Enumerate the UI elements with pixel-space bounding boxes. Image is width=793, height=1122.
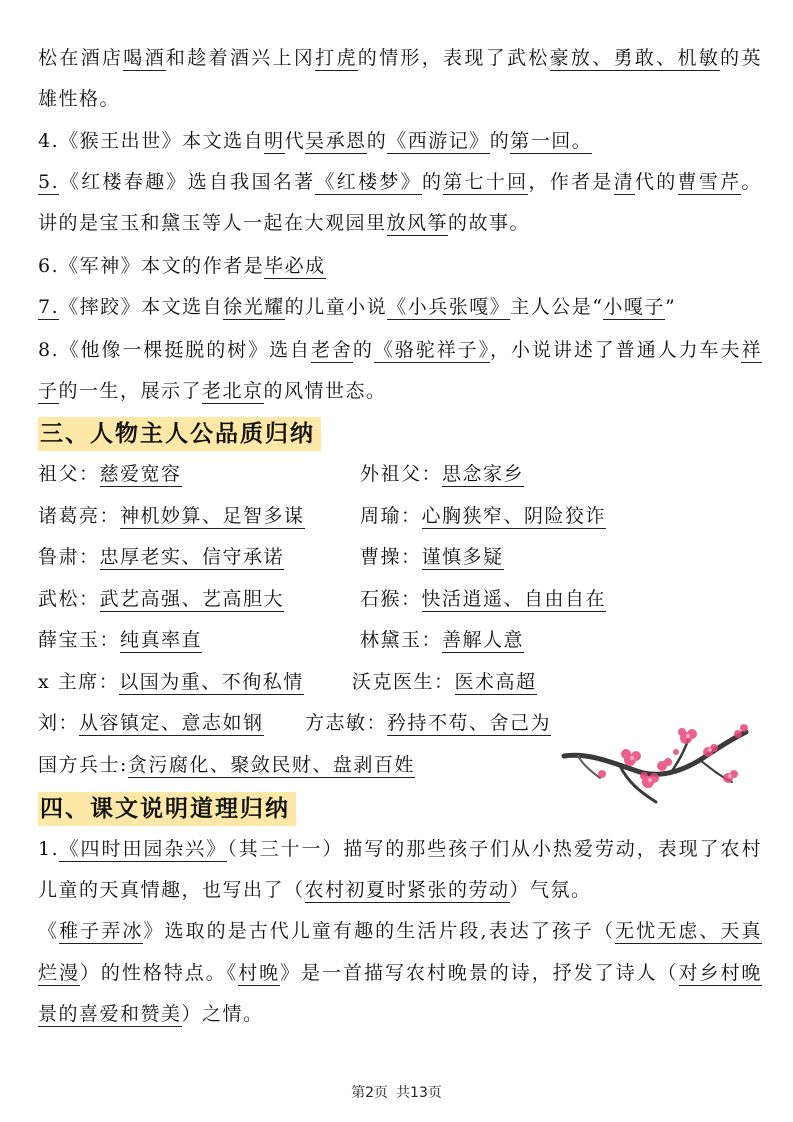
answer: 清 xyxy=(613,171,635,193)
character-name: x 主席： xyxy=(38,671,120,693)
text: ，作者是 xyxy=(528,171,614,193)
text: 8.《他像一棵挺脱的树》选自 xyxy=(38,339,311,361)
answer: 村晚 xyxy=(238,962,281,984)
answer: 《四时田园杂兴》 xyxy=(59,838,228,860)
text: 6.《军神》本文的作者是 xyxy=(38,255,265,277)
character-name: 诸葛亮： xyxy=(38,505,121,527)
explain-line xyxy=(38,958,762,988)
text: 《 xyxy=(38,920,60,942)
answer: 烂漫 xyxy=(38,962,80,984)
character-quality: 心胸狭窄、阴险狡诈 xyxy=(421,505,607,527)
explain-line xyxy=(38,875,762,905)
answer: 无忧无虑、天真 xyxy=(615,920,762,942)
answer: 农村初夏时紧张的劳动 xyxy=(304,879,510,901)
item-5 xyxy=(38,167,762,197)
character-quality: 谨慎多疑 xyxy=(421,546,504,568)
answer: 喝酒 xyxy=(123,47,166,69)
text: 松在酒店 xyxy=(38,47,124,69)
text: ）气氛。 xyxy=(509,879,592,901)
character-entry xyxy=(38,460,182,488)
answer: 稚子弄冰 xyxy=(59,920,144,942)
text: 讲的是宝玉和黛玉等人一起在大观园里 xyxy=(38,212,387,234)
character-quality: 从容镇定、意志如钢 xyxy=(79,712,264,734)
answer: 祥 xyxy=(741,339,762,361)
character-quality: 神机妙算、足智多谋 xyxy=(120,505,305,527)
text: 的 xyxy=(352,339,374,361)
answer: 明 xyxy=(264,130,285,152)
character-name: 曹操： xyxy=(360,546,422,568)
character-entry xyxy=(360,543,504,571)
text-line xyxy=(38,84,762,114)
text: 的儿童小说 xyxy=(284,296,388,318)
answer: 放风筝 xyxy=(386,212,449,234)
character-name: 刘： xyxy=(38,712,80,734)
character-entry xyxy=(305,709,551,737)
item-8-cont xyxy=(38,376,762,406)
text: ，小说讲述了普通人力车夫 xyxy=(490,339,742,361)
text: 1. xyxy=(38,838,60,860)
character-name: 外祖父： xyxy=(360,463,443,485)
character-quality: 忠厚老实、信守承诺 xyxy=(99,546,285,568)
text: 雄性格。 xyxy=(38,88,121,110)
character-name: 方志敏： xyxy=(305,712,388,734)
character-name: 国方兵士: xyxy=(38,754,128,776)
character-entry xyxy=(38,502,305,530)
text: 代的 xyxy=(634,171,678,193)
text: 代 xyxy=(284,130,306,152)
character-quality: 慈爱宽容 xyxy=(99,463,182,485)
character-entry xyxy=(38,709,264,737)
text: 的情形，表现了武松 xyxy=(357,47,550,69)
answer: 对乡村晚 xyxy=(678,962,762,984)
page-footer xyxy=(0,1082,793,1102)
answer: 打虎 xyxy=(315,47,358,69)
section-heading: 四、课文说明道理归纳 xyxy=(38,792,296,826)
text: 《摔跤》本文选自 xyxy=(59,296,224,318)
character-entry xyxy=(38,751,415,779)
character-entry xyxy=(38,668,304,696)
character-quality: 武艺高强、艺高胆大 xyxy=(99,588,285,610)
character-name: 鲁肃： xyxy=(38,546,100,568)
text: 。 xyxy=(741,171,762,193)
plum-blossom-branch-icon xyxy=(560,712,750,812)
explain-line xyxy=(38,999,762,1029)
text: 的 xyxy=(421,171,444,193)
page-total: 共13页 xyxy=(396,1085,442,1101)
character-entry xyxy=(360,460,524,488)
item-6 xyxy=(38,251,762,281)
section-heading: 三、人物主人公品质归纳 xyxy=(38,417,321,451)
answer: 吴承恩 xyxy=(305,130,367,152)
character-entry xyxy=(360,626,524,654)
character-name: 武松： xyxy=(38,588,100,610)
character-quality: 快活逍遥、自由自在 xyxy=(421,588,607,610)
explain-line xyxy=(38,834,762,864)
character-entry xyxy=(38,626,202,654)
text-line xyxy=(38,43,762,73)
character-entry xyxy=(38,543,284,571)
answer: 《西游记》 xyxy=(387,130,490,152)
text: 的一生，展示了 xyxy=(58,380,203,402)
character-entry xyxy=(38,585,284,613)
answer: 徐光耀 xyxy=(223,296,285,318)
text: （其三十一）描写的那些孩子们从小热爱劳动，表现了农村 xyxy=(227,838,762,860)
item-7 xyxy=(38,292,762,322)
character-quality: 矜持不苟、舍己为 xyxy=(387,712,552,734)
answer: 《骆驼祥子》 xyxy=(373,339,491,361)
character-entry xyxy=(360,585,606,613)
text: 主人公是“ xyxy=(510,296,604,318)
item-8 xyxy=(38,335,762,365)
text: 4.《猴王出世》本文选自 xyxy=(38,130,265,152)
explain-line xyxy=(38,916,762,946)
character-name: 沃克医生： xyxy=(352,671,455,693)
character-name: 林黛玉： xyxy=(360,629,443,651)
text: 的风情世态。 xyxy=(263,380,387,402)
text: 》是一首描写农村晚景的诗，抒发了诗人（ xyxy=(280,962,679,984)
text: 《红楼春趣》选自我国名著 xyxy=(59,171,316,193)
character-name: 薛宝玉： xyxy=(38,629,121,651)
answer: 小嘎子 xyxy=(603,296,665,318)
text: 的 xyxy=(366,130,388,152)
character-quality: 医术高超 xyxy=(454,671,537,693)
text: ” xyxy=(664,296,677,318)
item-4 xyxy=(38,126,762,156)
answer: 第一回。 xyxy=(510,130,593,152)
answer: 《红楼梦》 xyxy=(315,171,422,193)
text: 的英 xyxy=(720,47,762,69)
text: 儿童的天真情趣，也写出了（ xyxy=(38,879,305,901)
answer: 老舍 xyxy=(310,339,353,361)
answer: 景的喜爱和赞美 xyxy=(38,1003,182,1025)
text: ）之情。 xyxy=(181,1003,264,1025)
character-quality: 以国为重、不徇私情 xyxy=(119,671,304,693)
text: 》选取的是古代儿童有趣的生活片段,表达了孩子（ xyxy=(143,920,616,942)
answer: 7. xyxy=(38,296,60,318)
character-name: 祖父： xyxy=(38,463,100,485)
character-name: 石猴： xyxy=(360,588,422,610)
character-quality: 贪污腐化、聚敛民财、盘剥百姓 xyxy=(127,754,415,776)
text: 的 xyxy=(489,130,511,152)
answer: 子 xyxy=(38,380,59,402)
answer: 5. xyxy=(38,171,60,193)
answer: 豪放、勇敢、机敏 xyxy=(549,47,721,69)
page-number: 第2页 xyxy=(351,1085,389,1101)
answer: 《小兵张嘎》 xyxy=(387,296,511,318)
character-entry xyxy=(352,668,537,696)
answer: 曹雪芹 xyxy=(677,171,742,193)
item-5-cont xyxy=(38,208,762,238)
character-entry xyxy=(360,502,606,530)
answer: 第七十回 xyxy=(443,171,529,193)
character-quality: 思念家乡 xyxy=(442,463,525,485)
character-quality: 纯真率直 xyxy=(120,629,203,651)
character-quality: 善解人意 xyxy=(442,629,525,651)
text: 的故事。 xyxy=(448,212,531,234)
text: 和趁着酒兴上冈 xyxy=(165,47,316,69)
answer: 毕必成 xyxy=(264,255,326,277)
character-name: 周瑜： xyxy=(360,505,422,527)
answer: 老北京 xyxy=(202,380,264,402)
text: ）的性格特点。《 xyxy=(79,962,239,984)
